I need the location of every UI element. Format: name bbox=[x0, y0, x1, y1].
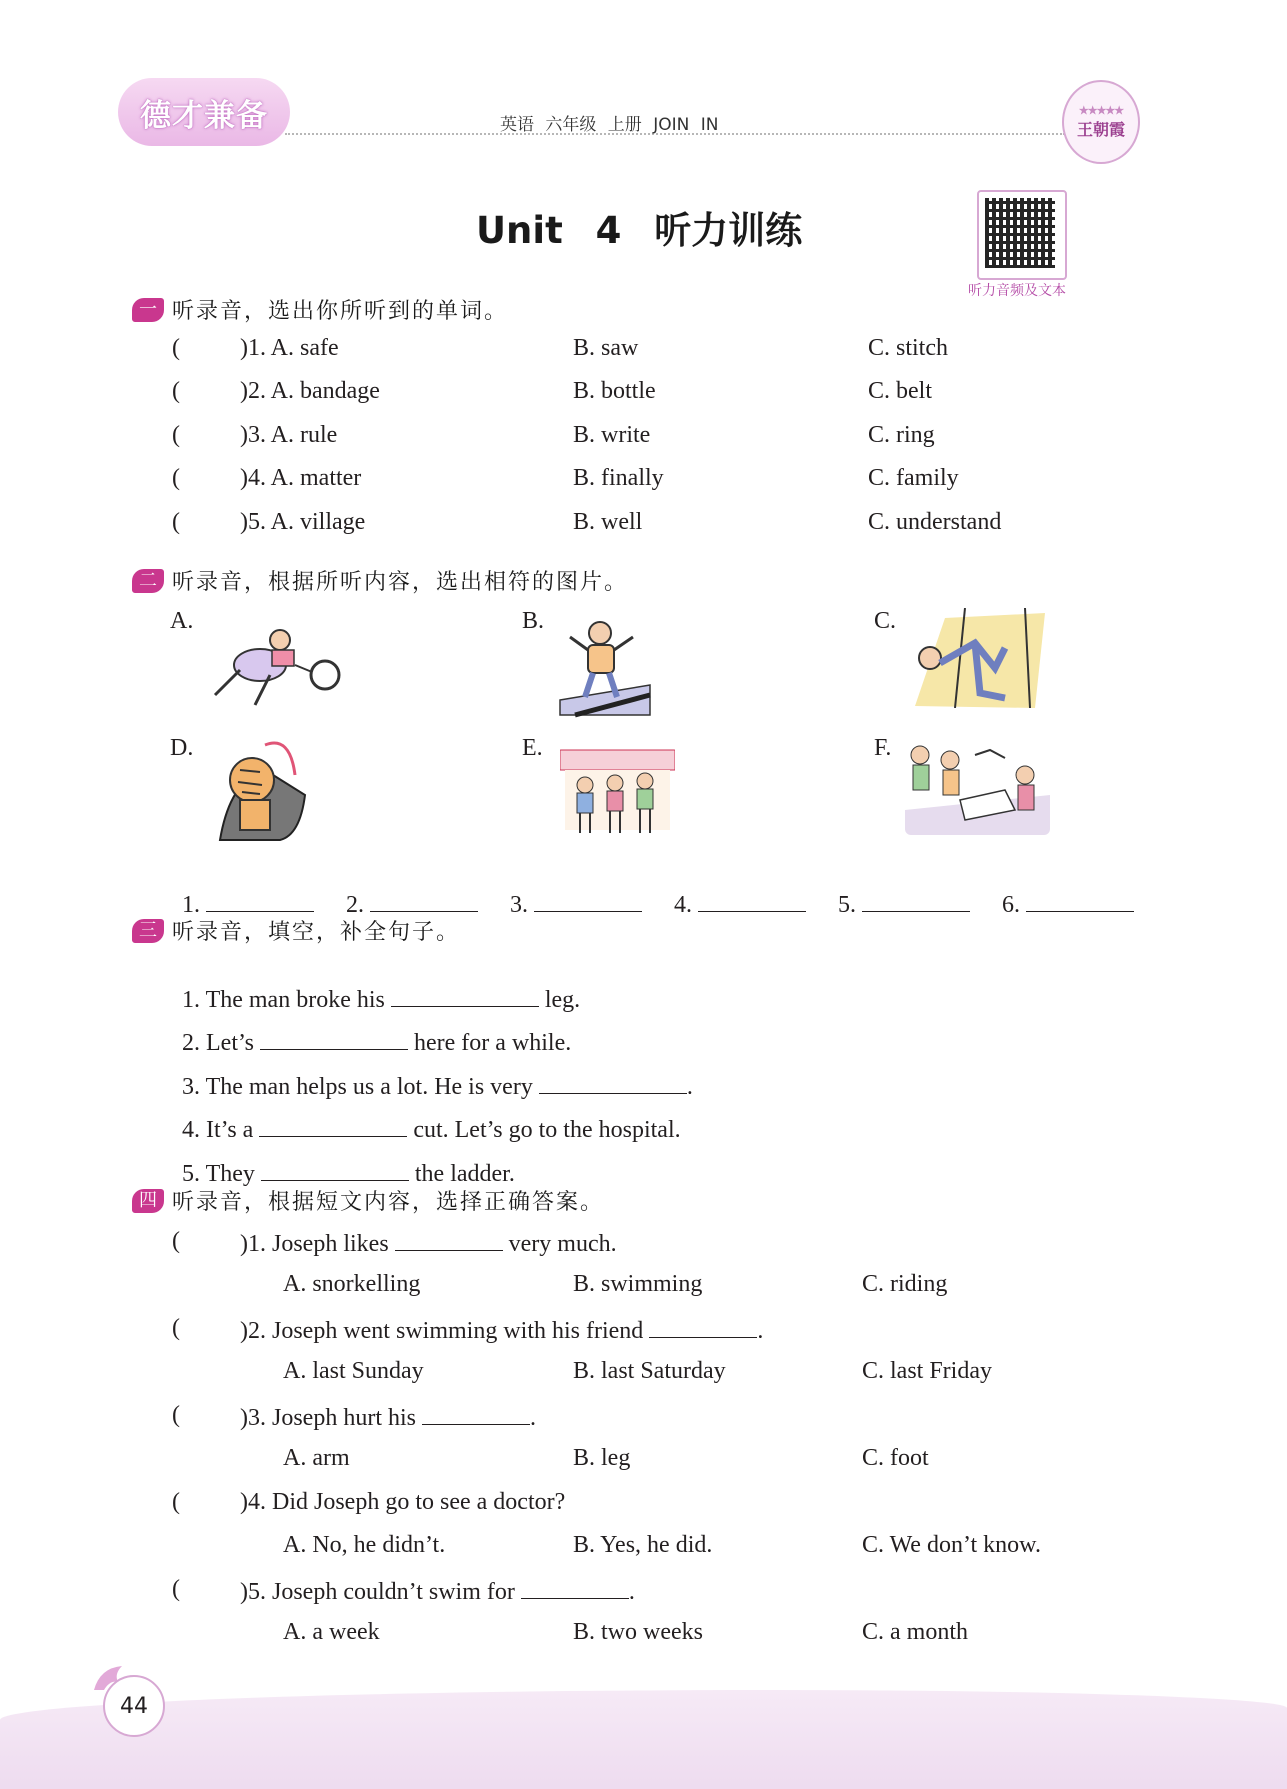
question-text: )4. Did Joseph go to see a doctor? bbox=[240, 1489, 566, 1515]
question-option-a: )5. A. village bbox=[240, 509, 366, 535]
question-option-c: C. stitch bbox=[868, 335, 949, 361]
question-option-b: B. well bbox=[573, 509, 643, 535]
section-title: 听录音，根据所听内容，选出相符的图片。 bbox=[172, 570, 629, 595]
section-title: 听录音，选出你所听到的单词。 bbox=[172, 299, 509, 324]
question-text: )2. Joseph went swimming with his friend bbox=[240, 1318, 644, 1344]
question-text: )1. Joseph likes bbox=[240, 1231, 389, 1257]
comprehension-question bbox=[240, 1576, 635, 1606]
picture-answers bbox=[498, 862, 642, 919]
answer-paren-open[interactable]: ( bbox=[172, 335, 180, 361]
answer-paren-open[interactable]: ( bbox=[172, 378, 180, 404]
section-badge: 二 bbox=[132, 569, 164, 593]
question-suffix: very much. bbox=[508, 1231, 617, 1257]
answer-label-5: 5. bbox=[838, 892, 856, 918]
sentence-text: . bbox=[686, 1074, 693, 1100]
section-title: 听录音，填空，补全句子。 bbox=[172, 920, 461, 945]
picture-answers bbox=[990, 862, 1134, 919]
comprehension-question bbox=[240, 1228, 617, 1258]
section-header-1 bbox=[132, 294, 508, 325]
question-suffix: . bbox=[530, 1405, 536, 1431]
fill-blank[interactable] bbox=[261, 1158, 409, 1181]
question-text: )3. Joseph hurt his bbox=[240, 1405, 416, 1431]
picture-label-e: E. bbox=[522, 735, 543, 761]
picture-a bbox=[200, 610, 345, 710]
question-option-a: )1. A. safe bbox=[240, 335, 339, 361]
question-suffix: . bbox=[628, 1579, 635, 1605]
choice-b[interactable]: B. two weeks bbox=[573, 1619, 703, 1645]
choice-a[interactable]: A. No, he didn’t. bbox=[283, 1532, 446, 1558]
sentence-text: 3. The man helps us a lot. He is very bbox=[182, 1074, 533, 1100]
answer-paren-open[interactable]: ( bbox=[172, 1315, 180, 1341]
choice-a[interactable]: A. snorkelling bbox=[283, 1271, 421, 1297]
sentence-text: 1. The man broke his bbox=[182, 987, 385, 1013]
question-suffix: . bbox=[757, 1318, 764, 1344]
sentence-text: 5. They bbox=[182, 1161, 255, 1187]
answer-label-4: 4. bbox=[674, 892, 692, 918]
picture-f bbox=[905, 740, 1050, 835]
answer-paren-open[interactable]: ( bbox=[172, 1489, 180, 1515]
book-info: 英语 六年级 上册 JOIN IN bbox=[500, 115, 719, 135]
picture-b bbox=[555, 615, 655, 720]
answer-blank-1[interactable] bbox=[206, 889, 314, 912]
sentence-text: 2. Let’s bbox=[182, 1030, 254, 1056]
comprehension-question bbox=[240, 1402, 536, 1432]
picture-answers bbox=[170, 862, 314, 919]
page-number: 44 bbox=[103, 1675, 165, 1737]
picture-label-b: B. bbox=[522, 608, 545, 634]
choice-a[interactable]: A. arm bbox=[283, 1445, 350, 1471]
fill-blank[interactable] bbox=[649, 1315, 757, 1338]
qr-label: 听力音频及文本 bbox=[968, 283, 1066, 299]
choice-a[interactable]: A. a week bbox=[283, 1619, 380, 1645]
picture-answers bbox=[334, 862, 478, 919]
choice-c[interactable]: C. We don’t know. bbox=[862, 1532, 1041, 1558]
brand-logo: 德才兼备 bbox=[118, 78, 290, 146]
question-option-c: C. understand bbox=[868, 509, 1002, 535]
sentence-text: here for a while. bbox=[414, 1030, 572, 1056]
answer-label-2: 2. bbox=[346, 892, 364, 918]
sentence-text: 4. It’s a bbox=[182, 1117, 254, 1143]
question-option-b: B. finally bbox=[573, 465, 664, 491]
fill-blank[interactable] bbox=[422, 1402, 530, 1425]
answer-blank-3[interactable] bbox=[534, 889, 642, 912]
answer-blank-4[interactable] bbox=[698, 889, 806, 912]
qr-code-icon[interactable] bbox=[985, 198, 1055, 268]
answer-label-1: 1. bbox=[182, 892, 200, 918]
choice-b[interactable]: B. last Saturday bbox=[573, 1358, 726, 1384]
fill-blank[interactable] bbox=[521, 1576, 629, 1599]
star-icon: ★★★★★ bbox=[1078, 105, 1124, 117]
answer-paren-open[interactable]: ( bbox=[172, 422, 180, 448]
question-option-c: C. ring bbox=[868, 422, 935, 448]
choice-c[interactable]: C. foot bbox=[862, 1445, 929, 1471]
seal-name: 王朝霞 bbox=[1076, 122, 1125, 139]
picture-d bbox=[210, 740, 315, 845]
section-title: 听录音，根据短文内容，选择正确答案。 bbox=[172, 1190, 605, 1215]
choice-c[interactable]: C. last Friday bbox=[862, 1358, 992, 1384]
section-header-2 bbox=[132, 565, 628, 596]
picture-answers bbox=[826, 862, 970, 919]
question-option-a: )2. A. bandage bbox=[240, 378, 380, 404]
footer-band bbox=[0, 1690, 1287, 1789]
question-option-b: B. saw bbox=[573, 335, 639, 361]
fill-sentence-5 bbox=[170, 1131, 515, 1188]
choice-a[interactable]: A. last Sunday bbox=[283, 1358, 424, 1384]
sentence-text: cut. Let’s go to the hospital. bbox=[413, 1117, 681, 1143]
answer-paren-open[interactable]: ( bbox=[172, 465, 180, 491]
answer-label-6: 6. bbox=[1002, 892, 1020, 918]
section-badge: 四 bbox=[132, 1189, 164, 1213]
answer-paren-open[interactable]: ( bbox=[172, 509, 180, 535]
question-option-a: )4. A. matter bbox=[240, 465, 362, 491]
choice-c[interactable]: C. a month bbox=[862, 1619, 968, 1645]
picture-e bbox=[560, 745, 675, 835]
choice-b[interactable]: B. leg bbox=[573, 1445, 631, 1471]
choice-b[interactable]: B. Yes, he did. bbox=[573, 1532, 713, 1558]
question-text: )5. Joseph couldn’t swim for bbox=[240, 1579, 515, 1605]
picture-label-d: D. bbox=[170, 735, 194, 761]
question-option-c: C. family bbox=[868, 465, 959, 491]
comprehension-question bbox=[240, 1315, 763, 1345]
question-option-b: B. write bbox=[573, 422, 651, 448]
picture-label-a: A. bbox=[170, 608, 194, 634]
section-badge: 三 bbox=[132, 919, 164, 943]
answer-paren-open[interactable]: ( bbox=[172, 1576, 180, 1602]
picture-label-f: F. bbox=[874, 735, 892, 761]
picture-c bbox=[905, 608, 1045, 708]
question-option-c: C. belt bbox=[868, 378, 932, 404]
picture-label-c: C. bbox=[874, 608, 897, 634]
question-option-b: B. bottle bbox=[573, 378, 656, 404]
section-badge: 一 bbox=[132, 298, 164, 322]
page-title: Unit 4 听力训练 bbox=[476, 209, 803, 252]
sentence-text: the ladder. bbox=[414, 1161, 515, 1187]
picture-answers bbox=[662, 862, 806, 919]
answer-paren-open[interactable]: ( bbox=[172, 1402, 180, 1428]
answer-blank-5[interactable] bbox=[862, 889, 970, 912]
answer-label-3: 3. bbox=[510, 892, 528, 918]
answer-blank-2[interactable] bbox=[370, 889, 478, 912]
answer-blank-6[interactable] bbox=[1026, 889, 1134, 912]
comprehension-question bbox=[240, 1489, 565, 1516]
answer-paren-open[interactable]: ( bbox=[172, 1228, 180, 1254]
section-header-3 bbox=[132, 915, 460, 946]
choice-b[interactable]: B. swimming bbox=[573, 1271, 703, 1297]
fill-blank[interactable] bbox=[395, 1228, 503, 1251]
section-header-4 bbox=[132, 1185, 604, 1216]
choice-c[interactable]: C. riding bbox=[862, 1271, 948, 1297]
question-option-a: )3. A. rule bbox=[240, 422, 338, 448]
author-seal bbox=[1062, 80, 1140, 164]
sentence-text: leg. bbox=[544, 987, 581, 1013]
